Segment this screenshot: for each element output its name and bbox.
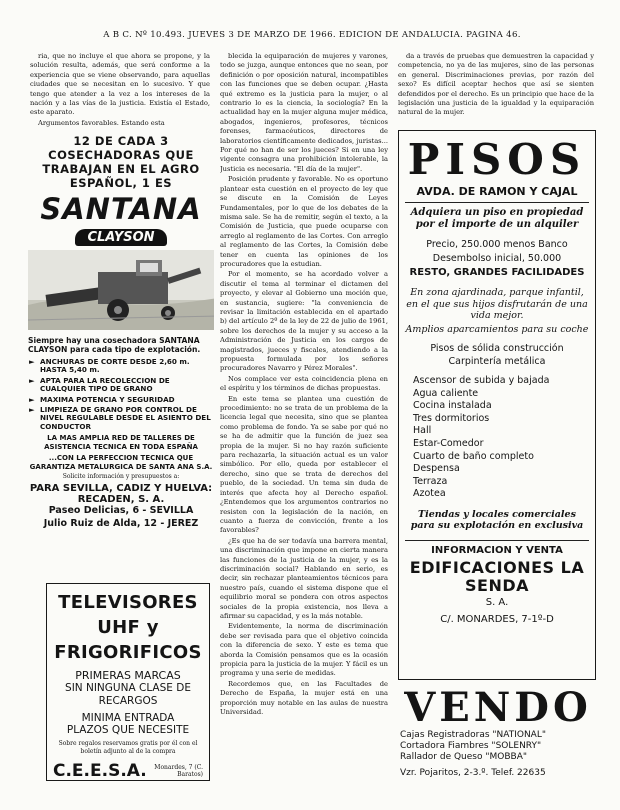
televisores-promo: Sobre regalos reservamos gratis por él con el boletín adjunto al de la compra xyxy=(58,740,198,755)
santana-slogan: Siempre hay una cosechadora SANTANA CLAYSON para cada tipo de explotación. xyxy=(28,336,201,354)
amenity-item: Cuarto de baño completo xyxy=(413,450,534,462)
vendo-contact: Vzr. Pojaritos, 2-3.º. Telef. 22635 xyxy=(400,768,546,778)
amenity-item: Azotea xyxy=(413,488,446,500)
article-paragraph: Nos complace ver esta coincidencia plena en el espíritu y los términos de dichas propuestas. xyxy=(220,374,388,393)
page-header: A B C. Nº 10.493. JUEVES 3 DE MARZO DE 1966. EDICION DE ANDALUCIA. PAGINA 46. xyxy=(103,30,521,40)
santana-headline: 12 DE CADA 3 COSECHADORAS QUE TRABAJAN EN EL AGRO ESPAÑOL, 1 ES xyxy=(42,134,200,190)
bullet-icon: ► xyxy=(29,375,35,385)
article-paragraph: Recordemos que, en las Facultades de Derecho de España, la mujer está en una proporción muy notable en las aulas de nuestra Universidad. xyxy=(220,679,388,717)
dealer-region: PARA SEVILLA, CADIZ Y HUELVA: xyxy=(29,483,213,495)
vendo-item: Rallador de Queso "MOBBA" xyxy=(400,752,527,762)
santana-guarantee: ...CON LA PERFECCION TECNICA QUE GARANTIZA METALURGICA DE SANTA ANA S.A. xyxy=(29,454,213,471)
dealer-address-2: Julio Ruiz de Alda, 12 - JEREZ xyxy=(43,518,199,530)
amenity-item: Despensa xyxy=(413,463,460,475)
feature-item: ► ANCHURAS DE CORTE DESDE 2,60 m. HASTA 5,40 m. xyxy=(29,357,190,375)
santana-note: Solicite información y presupuestos a: xyxy=(62,473,180,481)
pisos-location: AVDA. DE RAMON Y CAJAL xyxy=(416,185,578,198)
vendo-item: Cajas Registradoras "NATIONAL" xyxy=(400,730,546,740)
amenity-item: Cocina instalada xyxy=(413,400,492,412)
televisores-payment-2: PLAZOS QUE NECESITE xyxy=(66,724,190,736)
middle-article-text xyxy=(220,52,388,792)
pisos-agency-address: C/. MONARDES, 7-1º-D xyxy=(440,613,554,625)
pisos-shops: Tiendas y locales comerciales para su explotación en exclusiva xyxy=(410,508,584,532)
pisos-ad xyxy=(398,130,596,680)
right-article-text xyxy=(398,52,594,122)
feature-item: ► APTA PARA LA RECOLECCION DE CUALQUIER TIPO DE GRANO xyxy=(29,375,170,394)
feature-item: ► MAXIMA POTENCIA Y SEGURIDAD xyxy=(29,394,175,404)
amenity-item: Estar-Comedor xyxy=(413,437,484,449)
santana-service: LA MAS AMPLIA RED DE TALLERES DE ASISTENCIA TECNICA EN TODA ESPAÑA xyxy=(44,434,198,451)
article-paragraph: Evidentemente, la norma de discriminación debe ser revisada para que el objetivo coincida con la diferencia de sexo. Y este es tema que aborda la Comisión pensamos que es la ocasión propicia para la justicia de la mujer. Y fácil es un programa y una serie de medidas. xyxy=(220,622,388,678)
televisores-brands: PRIMERAS MARCAS xyxy=(75,669,181,682)
santana-brand: SANTANA xyxy=(40,192,202,226)
article-paragraph: da a través de pruebas que demuestren la capacidad y competencia, no ya de las mujeres, sino de las personas en general. Discriminaciones previas, por razón del sexo? Es difícil aceptar hechos que así se sienten defendidos por el derecho. Es un principio que hace de la legislación una justicia de la igualdad y la equiparación natural de la mujer. xyxy=(398,52,594,117)
televisores-ad xyxy=(46,583,210,781)
vendo-ad xyxy=(398,686,598,796)
combine-harvester-image xyxy=(28,250,214,330)
bullet-icon: ► xyxy=(29,405,35,415)
pisos-deposit: Desembolso inicial, 50.000 xyxy=(432,253,562,264)
amenity-item: Ascensor de subida y bajada xyxy=(413,375,550,386)
amenity-item: Agua caliente xyxy=(413,387,479,399)
pisos-price: Precio, 250.000 menos Banco xyxy=(426,239,568,250)
televisores-address: Monardes, 7 (C. Baratos) xyxy=(154,764,203,778)
article-paragraph: Posición prudente y favorable. No es oportuno plantear esta cuestión en el proyecto de ley que se discute en la Comisión de Leyes Fundamentales, por lo que de los debates de la misma sale. Se ha de remitir, según el texto, a la Comisión de Justicia, que puede ocuparse con arreglo al reglamento de las Cortes. Con arreglo al reglamento de las Cortes, la Comisión debe tener en cuenta las opiniones de los procuradores que la estudian. xyxy=(220,175,388,268)
televisores-title: TELEVISORES UHF y FRIGORIFICOS xyxy=(54,592,202,663)
bullet-icon: ► xyxy=(29,394,35,404)
dealer-address: Paseo Delicias, 6 - SEVILLA xyxy=(48,505,194,517)
article-paragraph: blecida la equiparación de mujeres y varones, todo se juzga, aunque entonces que no sean, por definición o por oposición natural, incompatibles con las funciones que se deben ocupar. ¿Hasta qué extremo es la justicia para la mujer, o al contrario lo es la ciencia, la sociología? En la actualidad hay en la mujer alguna mujer médica, abogados, ingenieros, profesores, técnicos forenses, farmacéuticos, directores de laboratorios científicamente dedicados, juristas... Por qué no han de ser los jueces? Si en una ley vigente consagra una prohibición intolerable, la Justicia es necesaria. "El día de la mujer". xyxy=(220,52,388,173)
pisos-agency-sa: S. A. xyxy=(485,596,509,608)
article-paragraph: ¿Es que ha de ser todavía una barrera mental, una discriminación que impone en cierta manera las funciones de la justicia de la mujer, y es la discriminación social? Hablando en serio, es decir, sin rechazar planteamientos técnicos para nuestro país, cuando el sistema dispone que el equilibrio moral se pondera con otros aspectos sociales de la propia existencia, nos lleva a afirmar su capacidad, y es la más notable. xyxy=(220,536,388,620)
article-paragraph: En este tema se plantea una cuestión de procedimiento: no se trata de un problema de la licencia legal que necesita, sino que se plantea como problema de fondo. Ya se sabe por qué no se ha de admitir que la función de juez sea propia de la mujer. Si no hay razón suficiente para rechazarla, la situación actual es un valor simbólico. Por ello, queda por establecer el derecho, sino que se trata de derechos del pueblo, de la sociedad. Un tema sin duda de interés que afecta hoy al Derecho español. ¿Entendemos que los argumentos contrarios no resisten con la legislación de la nación, en cuanto a fuerza de convicción, frente a los favorables? xyxy=(220,394,388,535)
pisos-offer: Adquiera un piso en propiedad por el importe de un alquiler xyxy=(410,207,584,230)
feature-item: ► LIMPIEZA DE GRANO POR CONTROL DE NIVEL REGULABLE DESDE EL ASIENTO DEL CONDUCTOR xyxy=(29,405,211,431)
pisos-amenities xyxy=(405,375,589,501)
santana-ad xyxy=(28,134,214,576)
televisores-company: C.E.E.S.A. xyxy=(53,761,147,781)
santana-features xyxy=(28,358,214,431)
pisos-info: INFORMACION Y VENTA xyxy=(431,544,563,556)
pisos-construction-1: Pisos de sólida construcción xyxy=(430,343,564,354)
pisos-feature-1: En zona ajardinada, parque infantil, en el que sus hijos disfrutarán de una vida mejor. xyxy=(406,287,588,321)
pisos-feature-2: Amplios aparcamientos para su coche xyxy=(405,323,589,335)
pisos-title: PISOS xyxy=(407,135,587,184)
article-paragraph: ria, que no incluye el que ahora se propone, y la solución resulta, además, que será conforme a la experiencia que se viene observando, para aquellas ciudades que se necesitan en lo sucesivo. Y que tengo que atender a la vez a los intereses de la nación y a las vías de la justicia. Existía el Estado, este aparato. xyxy=(30,52,210,117)
televisores-payment-1: MINIMA ENTRADA xyxy=(81,712,175,724)
amenity-item: Hall xyxy=(413,425,432,437)
article-paragraph: Argumentos favorables. Estando esta xyxy=(38,118,165,127)
amenity-item: Terraza xyxy=(413,475,448,487)
pisos-agency: EDIFICACIONES LA SENDA xyxy=(409,557,585,595)
clayson-logo: CLAYSON xyxy=(75,229,166,246)
bullet-icon: ► xyxy=(29,357,35,366)
televisores-condition: SIN NINGUNA CLASE DE RECARGOS xyxy=(65,682,191,707)
vendo-title: VENDO xyxy=(404,686,592,731)
pisos-construction-2: Carpintería metálica xyxy=(448,356,546,367)
article-paragraph: Por el momento, se ha acordado volver a discutir el tema al terminar el dictamen del proyecto, y elevar al Gobierno una moción que, en sustancia, sugiere: "la conveniencia de revisar la limitación establecida en el apartado b) del artículo 2º de la ley de 22 de julio de 1961, sobre los derechos de la mujer y su acceso a la Administración de Justicia en los cargos de magistrados, jueces y fiscales, atendiendo a la propuesta formulada por los señores procuradores Navarro y Pérez Morales". xyxy=(220,270,388,373)
amenity-item: Tres dormitorios xyxy=(413,412,490,424)
dealer-name: RECADEN, S. A. xyxy=(77,494,165,506)
pisos-facilities: RESTO, GRANDES FACILIDADES xyxy=(409,267,585,278)
vendo-item: Cortadora Fiambres "SOLENRY" xyxy=(400,741,542,751)
left-article-text xyxy=(30,52,210,130)
